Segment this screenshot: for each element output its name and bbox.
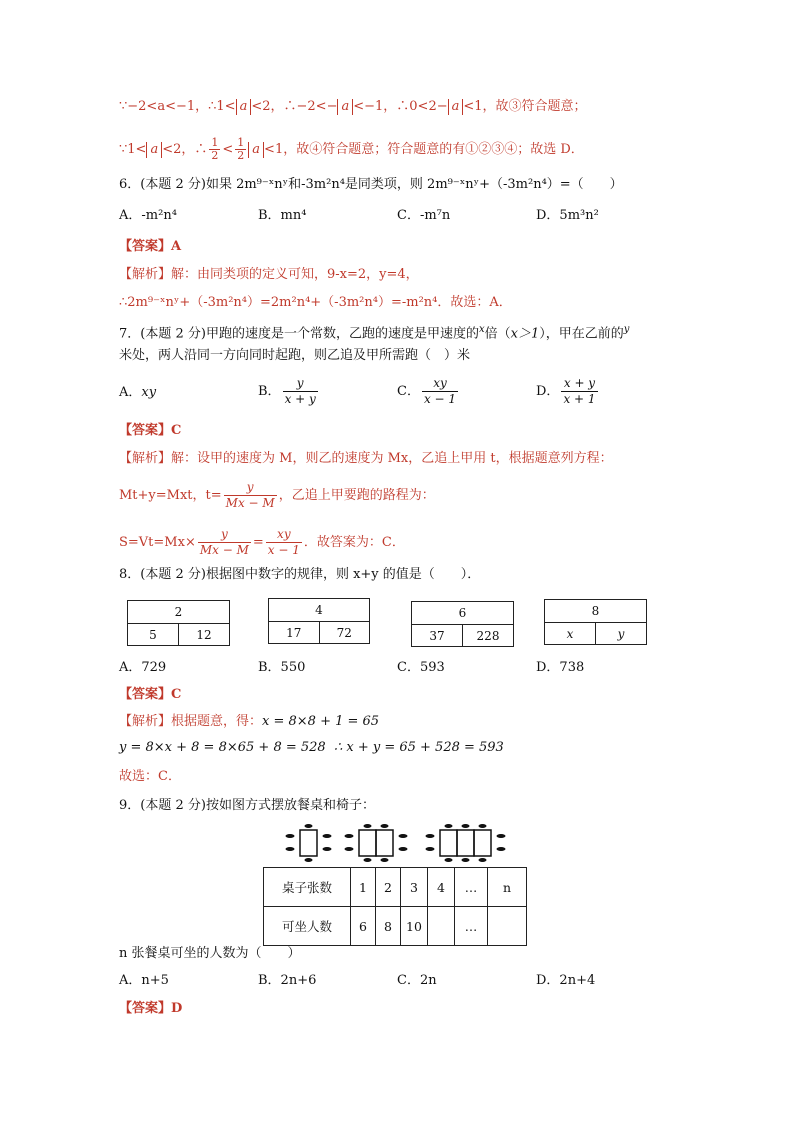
table-row: 桌子张数 1 2 3 4 … n <box>264 868 527 907</box>
q8-answer: 【答案】C <box>119 687 182 702</box>
q8-analysis-2: y = 8×x + 8 = 8×65 + 8 = 528 ∴ x + y = 65 + 528 = 593 <box>119 740 504 755</box>
q8-option-d: D．738 <box>536 660 585 675</box>
q8-option-b: B．550 <box>258 660 306 675</box>
q9-stem: 9．(本题 2 分)按如图方式摆放餐桌和椅子： <box>119 798 375 813</box>
abs-a: a <box>337 99 353 115</box>
q7-analysis-3: S=Vt=Mx× $\frac{y}{Mx - M}$ = $\frac{xy}{x - 1}$ ．故答案为：C． <box>119 527 405 557</box>
pattern-box-4: 8 x y <box>544 599 647 645</box>
q8-stem: 8．(本题 2 分)根据图中数字的规律，则 x+y 的值是（ ）． <box>119 567 481 582</box>
q6-option-d: D．5m³n² <box>536 208 599 223</box>
q9-option-d: D．2n+4 <box>536 973 596 988</box>
tables-count-table <box>263 867 527 946</box>
analysis-line-1: ∵−2<a<−1，∴1< a <2，∴−2<− a <−1，∴0<2− a <1，故③符合题意； <box>119 99 587 114</box>
q8-analysis-1: 【解析】根据题意，得：x = 8×8 + 1 = 65 <box>119 714 380 729</box>
q6-answer: 【答案】A <box>119 239 182 254</box>
pattern-box-1: 2 5 12 <box>127 600 230 646</box>
q7-analysis-1: 【解析】解：设甲的速度为 M，则乙的速度为 Mx，乙追上甲用 t，根据题意列方程： <box>119 451 613 466</box>
q7-option-d: D． $\frac{x + y}{x + 1}$ <box>536 376 596 406</box>
q6-option-a: A．-m²n⁴ <box>119 208 177 223</box>
abs-a: a <box>248 142 264 158</box>
q6-stem: 6．(本题 2 分)如果 2m⁹⁻ˣnʸ和-3m²n⁴是同类项，则 2m⁹⁻ˣnʸ+（-3m²n⁴）=（ ） <box>119 177 623 192</box>
q7-answer: 【答案】C <box>119 423 182 438</box>
q7-option-c: C． $\frac{xy}{x - 1}$ <box>397 376 457 406</box>
pattern-box-3: 6 37 228 <box>411 601 514 647</box>
q8-option-a: A．729 <box>119 660 167 675</box>
analysis-line-2: ∵1< a <2，∴ $\frac{1}{2}$ < $\frac{1}{2}$ a <1，故④符合题意；符合题意的有①②③④；故选 D． <box>119 136 584 162</box>
q8-option-c: C．593 <box>397 660 445 675</box>
q7-analysis-2: Mt+y=Mxt，t= $\frac{y}{Mx - M}$ ，乙追上甲要跑的路程为： <box>119 480 435 510</box>
fraction-half: $\frac{1}{2}$ <box>211 136 219 162</box>
fraction-half: $\frac{1}{2}$ <box>237 136 245 162</box>
q9-question: n 张餐桌可坐的人数为（ ） <box>119 946 301 961</box>
q9-option-c: C．2n <box>397 973 437 988</box>
q7-option-b: B． $\frac{y}{x + y}$ <box>258 376 316 406</box>
q9-option-b: B．2n+6 <box>258 973 317 988</box>
abs-a: a <box>146 142 162 158</box>
q7-stem-2: 米处，两人沿同一方向同时起跑，则乙追及甲所需跑（ ）米 <box>119 348 471 363</box>
abs-a: a <box>236 99 252 115</box>
abs-a: a <box>448 99 464 115</box>
q7-option-a: A．xy <box>119 385 157 400</box>
q6-option-c: C．-m⁷n <box>397 208 451 223</box>
pattern-box-2: 4 17 72 <box>268 598 370 644</box>
q9-answer: 【答案】D <box>119 1001 183 1016</box>
q8-conclusion: 故选：C． <box>119 769 181 784</box>
tables-chairs-figure <box>284 822 514 864</box>
q6-analysis-1: 【解析】解：由同类项的定义可知，9-x=2，y=4， <box>119 267 419 282</box>
q9-option-a: A．n+5 <box>119 973 169 988</box>
table-row: 可坐人数 6 8 10 … <box>264 907 527 946</box>
q6-option-b: B．mn⁴ <box>258 208 307 223</box>
q6-analysis-2: ∴2m⁹⁻ˣnʸ+（-3m²n⁴）=2m²n⁴+（-3m²n⁴）=-m²n⁴．故选：A． <box>119 295 512 310</box>
q7-stem-1: 7．(本题 2 分)甲跑的速度是一个常数，乙跑的速度是甲速度的$^x$倍（x＞1），甲在乙前的$^y$ <box>119 324 630 342</box>
